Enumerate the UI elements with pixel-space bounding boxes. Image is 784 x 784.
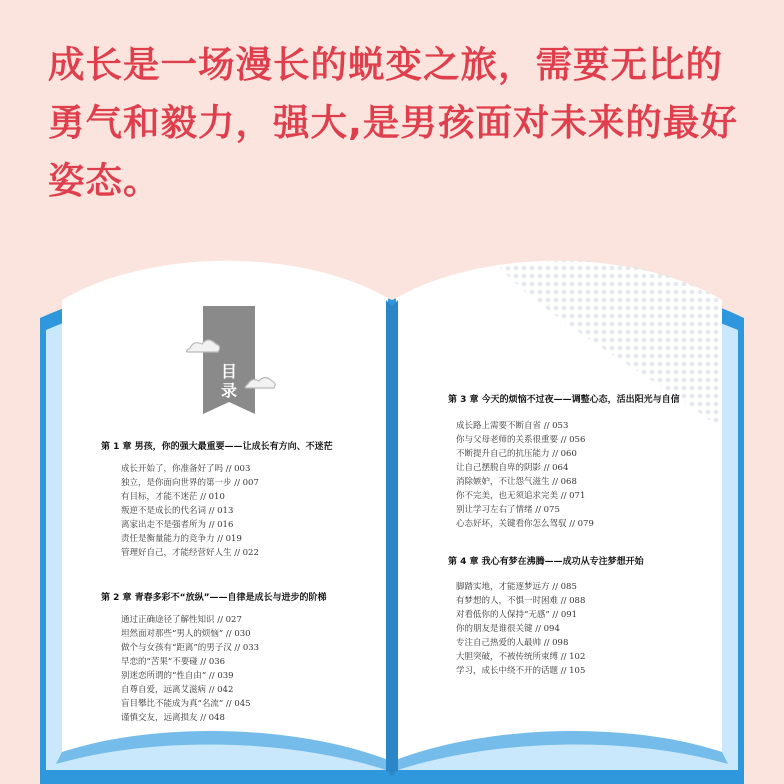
- toc-entry: 别迷恋所谓的“性自由” // 039: [121, 671, 234, 681]
- chapter-2-entries: [121, 613, 259, 725]
- toc-entry: 你与父母老师的关系很重要 // 056: [456, 435, 586, 445]
- toc-entry: 成长路上需要不断自省 // 053: [456, 421, 569, 431]
- toc-entry: 离家出走不是强者所为 // 016: [121, 520, 234, 530]
- toc-entry: 消除嫉妒，不让怨气滋生 // 068: [456, 477, 577, 487]
- chapter-4-entries: [456, 580, 585, 678]
- chapter-1-title: 第 1 章 男孩，你的强大最重要——让成长有方向、不迷茫: [101, 442, 333, 452]
- toc-entry: 你的朋友是谁很关键 // 094: [456, 624, 560, 634]
- toc-entry: 做个与女孩有“距离”的男子汉 // 033: [121, 643, 260, 653]
- toc-entry: 对看低你的人保持“无感” // 091: [456, 610, 578, 620]
- toc-label-char-1: 目: [220, 362, 237, 381]
- chapter-3-entries: [456, 419, 594, 531]
- chapter-2-title: 第 2 章 青春多彩不“放纵”——自律是成长与进步的阶梯: [101, 593, 327, 603]
- toc-entry: 管理好自己，才能经营好人生 // 022: [121, 548, 259, 558]
- toc-entry: 专注自己热爱的人最帅 // 098: [456, 638, 569, 648]
- toc-entry: 自尊自爱，远离艾滋病 // 042: [121, 685, 234, 695]
- toc-entry: 坦然面对那些“男人的烦恼” // 030: [121, 629, 251, 639]
- toc-entry: 心态好坏，关键看你怎么驾驭 // 079: [456, 519, 594, 529]
- toc-entry: 学习，成长中绕不开的话题 // 105: [456, 666, 586, 676]
- toc-label: [203, 304, 255, 414]
- toc-entry: 大胆突破，不被传统所束缚 // 102: [456, 652, 586, 662]
- toc-entry: 早恋的“苦果”不要碰 // 036: [121, 657, 226, 667]
- toc-entry: 让自己摆脱自卑的阴影 // 064: [456, 463, 569, 473]
- toc-entry: 你不完美，也无须追求完美 // 071: [456, 491, 586, 501]
- chapter-3-title: 第 3 章 今天的烦恼不过夜——调整心态，活出阳光与自信: [448, 395, 680, 405]
- toc-label-char-2: 录: [220, 381, 237, 400]
- toc-entry: 有梦想的人，不惧一时困难 // 088: [456, 596, 586, 606]
- toc-entry: 独立，是你面向世界的第一步 // 007: [121, 478, 259, 488]
- toc-entry: 叛逆不是成长的代名词 // 013: [121, 506, 234, 516]
- chapter-4-title: 第 4 章 我心有梦在沸腾——成功从专注梦想开始: [448, 557, 644, 567]
- spine: [386, 300, 398, 776]
- toc-entry: 不断提升自己的抗压能力 // 060: [456, 449, 577, 459]
- toc-entry: 别让学习左右了情绪 // 075: [456, 505, 560, 515]
- toc-entry: 脚踏实地，才能逐梦远方 // 085: [456, 582, 577, 592]
- headline: 成长是一场漫长的蜕变之旅，需要无比的勇气和毅力，强大,是男孩面对未来的最好姿态。: [48, 43, 738, 202]
- toc-entry: 有目标，才能不迷茫 // 010: [121, 492, 225, 502]
- toc-entry: 成长开始了，你准备好了吗 // 003: [121, 464, 251, 474]
- toc-entry: 谨慎交友，远离损友 // 048: [121, 713, 225, 723]
- toc-entry: 责任是衡量能力的竞争力 // 019: [121, 534, 242, 544]
- toc-entry: 通过正确途径了解性知识 // 027: [121, 615, 242, 625]
- chapter-1-entries: [121, 462, 259, 560]
- toc-entry: 盲目攀比不能成为真“名流” // 045: [121, 699, 251, 709]
